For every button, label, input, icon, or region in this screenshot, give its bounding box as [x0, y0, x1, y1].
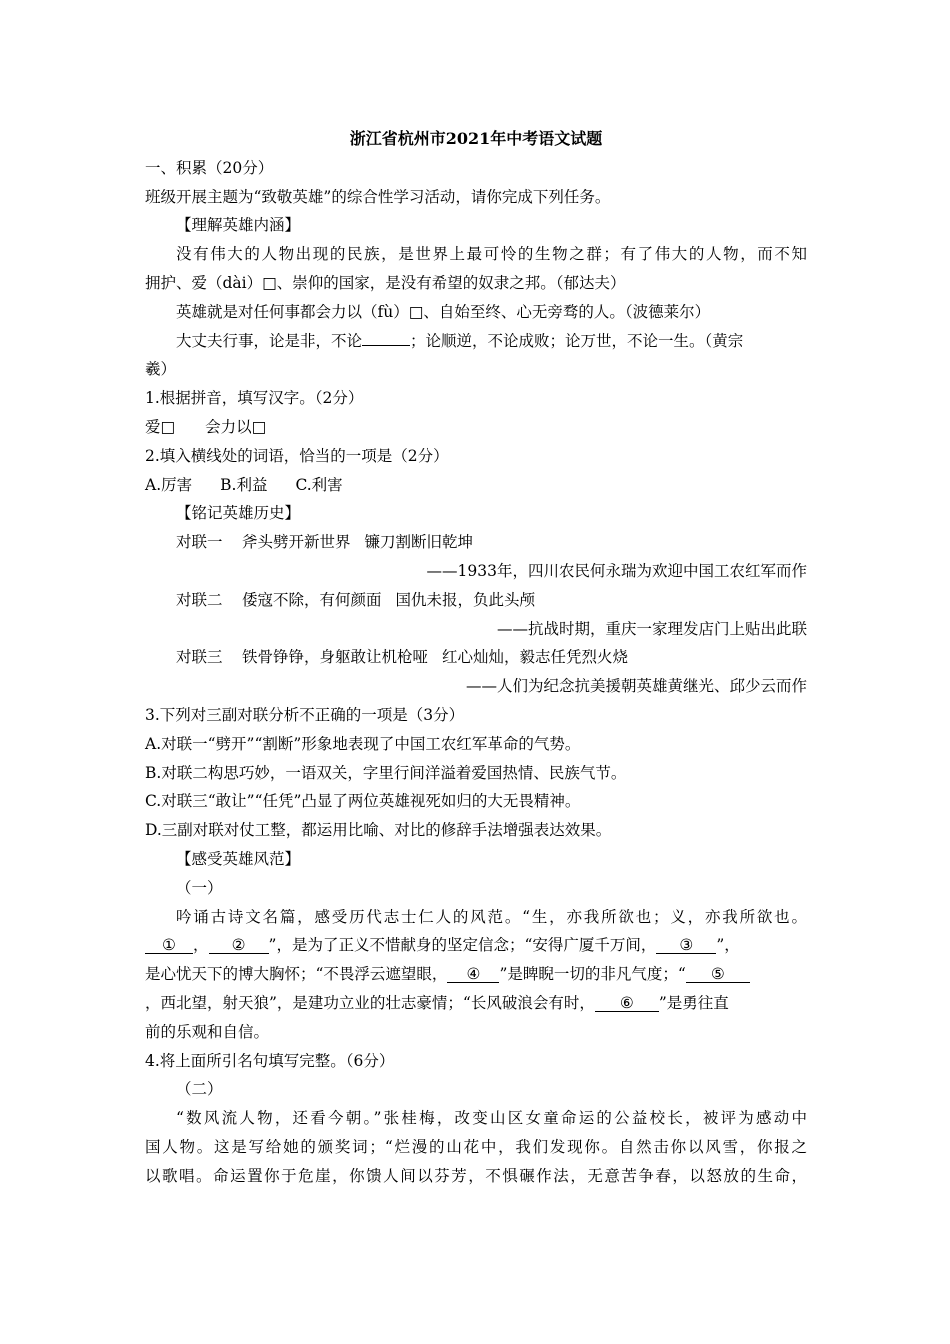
couplet-2-source: ——抗战时期，重庆一家理发店门上贴出此联 [496, 619, 807, 638]
blank-4: ④ [447, 966, 499, 983]
option-a: A.厉害 [145, 475, 193, 494]
question-2: 2.填入横线处的词语，恰当的一项是（2分） [145, 446, 449, 465]
couplet-1 [145, 528, 807, 557]
poem-text: ”， [716, 936, 740, 955]
question-3-option-c: C.对联三“敢让”“任凭”凸显了两位英雄视死如归的大无畏精神。 [145, 792, 581, 811]
quote-text: ；论顺逆，不论成败；论万世，不论一生。（黄宗 [410, 331, 744, 350]
poem-text: 是心忧天下的博大胸怀；“不畏浮云遮望眼， [145, 965, 448, 984]
couplet-label: 对联二 [176, 590, 223, 609]
poem-text: ，西北望，射天狼”，是建功立业的壮志豪情；“长风破浪会有时， [145, 993, 595, 1012]
question-1-items [145, 413, 807, 442]
couplet-upper: 铁骨铮铮，身躯敢让机枪哑 [242, 648, 429, 667]
option-b: B.利益 [220, 475, 268, 494]
couplet-2 [145, 586, 807, 615]
couplet-label: 对联一 [176, 533, 223, 552]
quote-text: 大丈夫行事，论是非，不论 [176, 331, 363, 350]
subheading-history: 【铭记英雄历史】 [176, 504, 301, 523]
blank-2: ② [209, 937, 269, 954]
item-text: 爱□ [145, 417, 176, 436]
subheading-understand: 【理解英雄内涵】 [176, 216, 301, 235]
intro-text: 班级开展主题为“致敬英雄”的综合性学习活动，请你完成下列任务。 [145, 187, 611, 206]
story-paragraph-line-1: “数风流人物，还看今朝。”张桂梅，改变山区女童命运的公益校长，被评为感动中 [176, 1109, 807, 1128]
question-1: 1.根据拼音，填写汉字。（2分） [145, 389, 364, 408]
quote-paragraph-1-cont: 拥护、爱（dài）□、崇仰的国家，是没有希望的奴隶之邦。（郁达夫） [145, 273, 626, 292]
document-body [145, 125, 807, 1190]
part-one-label: （一） [176, 878, 223, 897]
couplet-1-source: ——1933年，四川农民何永瑞为欢迎中国工农红军而作 [426, 561, 807, 580]
question-3-option-d: D.三副对联对仗工整，都运用比喻、对比的修辞手法增强表达效果。 [145, 821, 612, 840]
question-3: 3.下列对三副对联分析不正确的一项是（3分） [145, 705, 465, 724]
couplet-upper: 斧头劈开新世界 [242, 533, 351, 552]
poem-text: ”，是为了正义不惜献身的坚定信念；“安得广厦千万间， [268, 936, 657, 955]
punct: ， [193, 936, 209, 955]
poem-paragraph-line-1: 吟诵古诗文名篇，感受历代志士仁人的风范。“生，亦我所欲也；义，亦我所欲也。 [176, 907, 807, 926]
couplet-lower: 国仇未报，负此头颅 [395, 590, 536, 609]
story-paragraph-line-3: 以歌唱。命运置你于危崖，你馈人间以芬芳，不惧碾作法，无意苦争春，以怒放的生命， [145, 1166, 807, 1185]
quote-paragraph-2: 英雄就是对任何事都会力以（fù）□、自始至终、心无旁骛的人。（波德莱尔） [176, 302, 711, 321]
question-3-option-b: B.对联二构思巧妙，一语双关，字里行间洋溢着爱国热情、民族气节。 [145, 763, 627, 782]
item-text: 会力以□ [205, 417, 267, 436]
poem-paragraph-line-4 [145, 989, 807, 1018]
question-3-option-a: A.对联一“劈开”“割断”形象地表现了中国工农红军革命的气势。 [145, 734, 581, 753]
page-title: 浙江省杭州市2021年中考语文试题 [349, 129, 603, 148]
poem-paragraph-line-5: 前的乐观和自信。 [145, 1022, 270, 1041]
question-2-options [145, 471, 807, 500]
blank-6: ⑥ [595, 995, 659, 1012]
couplet-upper: 倭寇不除，有何颜面 [242, 590, 382, 609]
poem-text: ”是睥睨一切的非凡气度；“ [499, 965, 686, 984]
fill-blank [362, 345, 410, 346]
couplet-label: 对联三 [176, 648, 223, 667]
couplet-3-source: ——人们为纪念抗美援朝英雄黄继光、邱少云而作 [465, 677, 807, 696]
quote-paragraph-3-cont: 羲） [145, 360, 177, 379]
blank-3: ③ [656, 937, 716, 954]
story-paragraph-line-2: 国人物。这是写给她的颁奖词；“烂漫的山花中，我们发现你。自然击你以风雪，你报之 [145, 1137, 807, 1156]
poem-paragraph-line-3 [145, 960, 807, 989]
couplet-lower: 红心灿灿，毅志任凭烈火烧 [442, 648, 629, 667]
subheading-style: 【感受英雄风范】 [176, 849, 301, 868]
section-heading: 一、积累（20分） [145, 158, 274, 177]
option-c: C.利害 [295, 475, 343, 494]
part-two-label: （二） [176, 1080, 223, 1099]
poem-paragraph-line-2 [145, 931, 807, 960]
blank-5: ⑤ [686, 966, 750, 983]
quote-paragraph-3 [145, 327, 807, 356]
couplet-lower: 镰刀割断旧乾坤 [364, 533, 474, 552]
couplet-3 [145, 643, 807, 672]
question-4: 4.将上面所引名句填写完整。（6分） [145, 1051, 395, 1070]
quote-paragraph-1: 没有伟大的人物出现的民族，是世界上最可怜的生物之群；有了伟大的人物，而不知 [176, 245, 807, 264]
blank-1: ① [145, 937, 193, 954]
poem-text: ”是勇往直 [658, 993, 729, 1012]
